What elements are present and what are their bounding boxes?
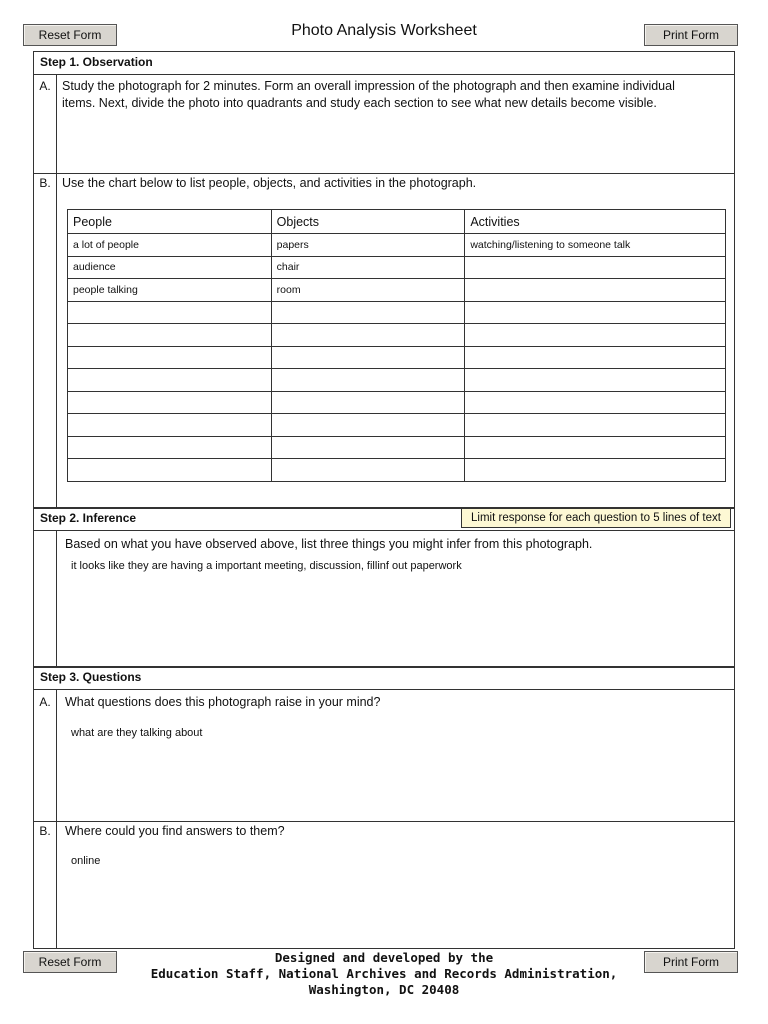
- step3-a-prompt: What questions does this photograph raise in your mind?: [65, 695, 381, 709]
- table-row: [68, 459, 726, 482]
- activities-cell[interactable]: watching/listening to someone talk: [465, 234, 726, 257]
- activities-cell[interactable]: [465, 369, 726, 392]
- table-row: [68, 279, 726, 302]
- step3-separator: [33, 821, 735, 822]
- step2-prompt: Based on what you have observed above, list three things you might infer from this photograph.: [65, 537, 593, 551]
- column-header-activities: Activities: [465, 210, 726, 234]
- objects-cell[interactable]: papers: [271, 234, 465, 257]
- people-cell[interactable]: [68, 436, 272, 459]
- table-row: [68, 369, 726, 392]
- step3-b-letter: B.: [39, 824, 51, 838]
- activities-cell[interactable]: [465, 301, 726, 324]
- table-row: [68, 234, 726, 257]
- activities-cell[interactable]: [465, 346, 726, 369]
- objects-cell[interactable]: [271, 459, 465, 482]
- step2-divider: [56, 530, 57, 668]
- activities-cell[interactable]: [465, 256, 726, 279]
- objects-cell[interactable]: [271, 346, 465, 369]
- activities-cell[interactable]: [465, 414, 726, 437]
- step1-separator: [33, 173, 735, 174]
- step1-a-letter: A.: [39, 79, 51, 93]
- step1-heading: Step 1. Observation: [33, 51, 735, 75]
- step2-answer-field[interactable]: it looks like they are having a important meeting, discussion, fillinf out paperwork: [71, 560, 462, 572]
- page-title: Photo Analysis Worksheet: [291, 22, 477, 39]
- people-cell[interactable]: [68, 301, 272, 324]
- activities-cell[interactable]: [465, 279, 726, 302]
- people-cell[interactable]: [68, 459, 272, 482]
- objects-cell[interactable]: [271, 391, 465, 414]
- table-row: [68, 324, 726, 347]
- objects-cell[interactable]: [271, 369, 465, 392]
- people-cell[interactable]: people talking: [68, 279, 272, 302]
- objects-cell[interactable]: [271, 414, 465, 437]
- reset-form-button-bottom[interactable]: Reset Form: [23, 951, 117, 973]
- activities-cell[interactable]: [465, 391, 726, 414]
- response-limit-note: Limit response for each question to 5 lines of text: [461, 508, 731, 528]
- table-row: [68, 301, 726, 324]
- table-row: [68, 414, 726, 437]
- step1-b-instructions: Use the chart below to list people, objects, and activities in the photograph.: [62, 176, 477, 190]
- step1-b-letter: B.: [39, 176, 51, 190]
- objects-cell[interactable]: [271, 324, 465, 347]
- column-header-people: People: [68, 210, 272, 234]
- people-cell[interactable]: a lot of people: [68, 234, 272, 257]
- people-cell[interactable]: [68, 414, 272, 437]
- objects-cell[interactable]: [271, 436, 465, 459]
- people-cell[interactable]: [68, 324, 272, 347]
- column-header-objects: Objects: [271, 210, 465, 234]
- table-row: [68, 346, 726, 369]
- step1-a-instructions: Study the photograph for 2 minutes. Form an overall impression of the photograph and then examine individual items. Next, divide the photo into quadrants and study each section to see what new details become visible.: [62, 79, 675, 110]
- step3-b-prompt: Where could you find answers to them?: [65, 824, 285, 838]
- footer-credits: Designed and developed by the Education Staff, National Archives and Records Administration, Washington, DC 20408: [150, 950, 618, 997]
- step3-heading: Step 3. Questions: [33, 666, 735, 690]
- people-cell[interactable]: audience: [68, 256, 272, 279]
- step3-a-answer-field[interactable]: what are they talking about: [71, 727, 203, 739]
- reset-form-button-top[interactable]: Reset Form: [23, 24, 117, 46]
- people-cell[interactable]: [68, 346, 272, 369]
- print-form-button-bottom[interactable]: Print Form: [644, 951, 738, 973]
- step3-divider: [56, 689, 57, 949]
- table-row: [68, 436, 726, 459]
- step3-b-answer-field[interactable]: online: [71, 855, 101, 867]
- table-row: [68, 391, 726, 414]
- step2-heading: Step 2. Inference: [33, 507, 735, 531]
- step3-a-letter: A.: [39, 695, 51, 709]
- objects-cell[interactable]: [271, 301, 465, 324]
- people-cell[interactable]: [68, 391, 272, 414]
- activities-cell[interactable]: [465, 459, 726, 482]
- objects-cell[interactable]: room: [271, 279, 465, 302]
- activities-cell[interactable]: [465, 324, 726, 347]
- activities-cell[interactable]: [465, 436, 726, 459]
- print-form-button-top[interactable]: Print Form: [644, 24, 738, 46]
- table-row: [68, 256, 726, 279]
- people-cell[interactable]: [68, 369, 272, 392]
- objects-cell[interactable]: chair: [271, 256, 465, 279]
- step1-divider: [56, 74, 57, 509]
- observation-chart: [67, 209, 726, 482]
